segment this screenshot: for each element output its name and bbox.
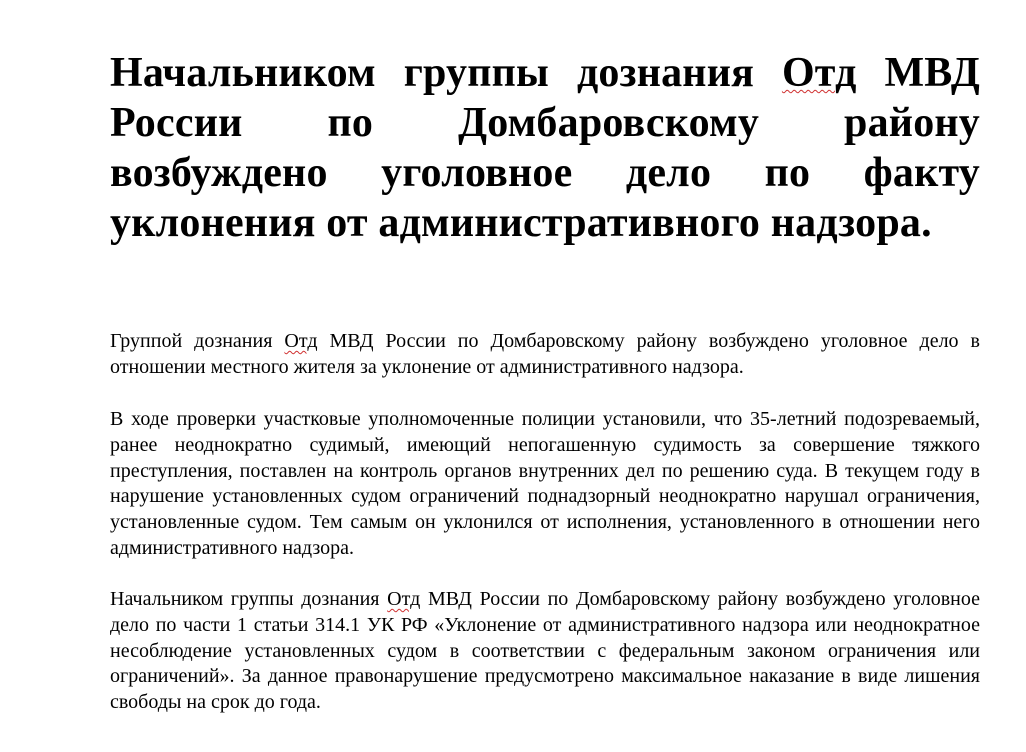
title-text-start: Начальником группы дознания (110, 50, 782, 96)
spellcheck-flagged-word: Отд (387, 588, 421, 610)
paragraph-1-text (110, 329, 980, 381)
paragraph-3-end: МВД России по Домбаровскому району возбуждено уголовное дело по части 1 статьи 314.1 УК РФ «Уклонение от административного надзора или неоднократное несоблюдение установленных судом в соответствии с федеральным законом ограничения или ограничений». За данное правонарушение предусмотрено максимальное наказание в виде лишения свободы на срок до года. (110, 588, 980, 714)
paragraph-1 (110, 329, 980, 381)
spellcheck-flagged-word: Отд (781, 50, 857, 96)
paragraph-3-start: Начальником группы дознания (110, 588, 388, 610)
document-title (110, 48, 980, 248)
spellcheck-flagged-word: Отд (284, 330, 318, 352)
title-text-end: МВД России по Домбаровскому району возбуждено уголовное дело по факту уклонения от административного надзора. (110, 50, 980, 246)
paragraph-2-text: В ходе проверки участковые уполномоченные полиции установили, что 35-летний подозреваемый, ранее неоднократно судимый, имеющий непогашенную судимость за совершение тяжкого преступления, поставлен на контроль органов внутренних дел по решению суда. В текущем году в нарушение установленных судом ограничений поднадзорный неоднократно нарушал ограничения, установленные судом. Тем самым он уклонился от исполнения, установленного в отношении него административного надзора. (110, 408, 980, 559)
paragraph-2 (110, 407, 980, 562)
paragraph-3 (110, 587, 980, 716)
paragraph-1-start: Группой дознания (110, 330, 285, 352)
document-page (110, 48, 980, 714)
paragraph-3-text (110, 587, 980, 716)
paragraph-1-end: МВД России по Домбаровскому району возбуждено уголовное дело в отношении местного жителя за уклонение от административного надзора. (110, 330, 980, 378)
